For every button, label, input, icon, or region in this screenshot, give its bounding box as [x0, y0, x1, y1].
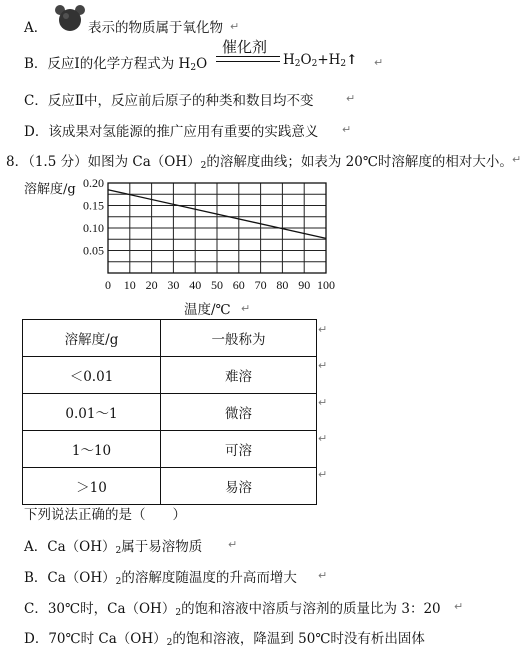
- catalyst-label: 催化剂: [222, 38, 268, 56]
- x-tick-label: 50: [211, 278, 223, 292]
- table-cell: 0.01～1: [23, 394, 161, 431]
- x-tick-label: 60: [232, 278, 245, 292]
- solubility-table: [22, 319, 317, 505]
- x-tick-label: 100: [317, 278, 335, 292]
- solubility-chart: [18, 174, 358, 314]
- x-tick-label: 10: [123, 278, 136, 292]
- return-mark: ↵: [318, 359, 328, 372]
- x-tick-label: 30: [167, 278, 180, 292]
- x-tick-label: 0: [105, 278, 111, 292]
- return-mark: ↵: [318, 468, 328, 481]
- x-tick-label: 70: [254, 278, 267, 292]
- option-b: B．反应Ⅰ的化学方程式为 $H_2O$: [24, 56, 208, 73]
- choice-c: C．30℃时，$Ca(OH)_2$的饱和溶液中溶质与溶剂的质量比为 3：20: [24, 601, 441, 618]
- option-a-text: 表示的物质属于氧化物: [88, 20, 223, 36]
- table-cell: ＞10: [23, 468, 161, 505]
- option-b-products: $H_2O_2+H_2↑$: [283, 52, 358, 69]
- table-cell: 1～10: [23, 431, 161, 468]
- return-mark: ↵: [241, 302, 251, 315]
- table-header-cell: 溶解度/g: [23, 320, 161, 357]
- return-mark: ↵: [342, 123, 352, 136]
- choice-d: D．70℃时 $Ca(OH)_2$的饱和溶液，降温到 50℃时没有析出固体: [24, 631, 425, 648]
- x-tick-label: 20: [145, 278, 158, 292]
- return-mark: ↵: [374, 56, 384, 69]
- table-row: [23, 431, 317, 468]
- return-mark: ↵: [230, 20, 240, 33]
- table-cell: ＜0.01: [23, 357, 161, 394]
- x-tick-label: 90: [298, 278, 311, 292]
- return-mark: ↵: [228, 538, 238, 551]
- option-a: A．: [24, 20, 48, 36]
- table-row: [23, 357, 317, 394]
- x-axis-label: 温度/℃: [184, 302, 231, 318]
- table-header-row: [23, 320, 317, 357]
- choice-b: B．$Ca(OH)_2$的溶解度随温度的升高而增大: [24, 570, 297, 587]
- oxide-molecule-icon: [52, 0, 88, 36]
- return-mark: ↵: [454, 600, 464, 613]
- return-mark: ↵: [512, 153, 522, 166]
- question-8: 8．（1.5 分）如图为 $Ca(OH)_2$的溶解度曲线；如表为 20℃时溶解度的相对大小。: [6, 154, 513, 171]
- y-axis-label: 溶解度/g: [24, 182, 76, 197]
- option-d: D．该成果对氢能源的推广应用有重要的实践意义: [24, 124, 319, 140]
- y-tick-label: 0.10: [83, 221, 104, 235]
- return-mark: ↵: [318, 323, 328, 336]
- x-tick-label: 80: [276, 278, 289, 292]
- x-tick-label: 40: [189, 278, 202, 292]
- table-row: [23, 468, 317, 505]
- option-c: C．反应Ⅱ中，反应前后原子的种类和数目均不变: [24, 93, 314, 109]
- equation-double-line: [216, 56, 280, 62]
- table-row: [23, 394, 317, 431]
- choice-a: A．$Ca(OH)_2$属于易溶物质: [24, 539, 203, 556]
- table-cell: 易溶: [161, 468, 317, 505]
- return-mark: ↵: [346, 92, 356, 105]
- return-mark: ↵: [318, 569, 328, 582]
- return-mark: ↵: [318, 396, 328, 409]
- question-prompt: 下列说法正确的是（ ）: [24, 507, 186, 523]
- return-mark: ↵: [318, 432, 328, 445]
- y-tick-label: 0.15: [83, 198, 104, 213]
- table-header-cell: 一般称为: [161, 320, 317, 357]
- table-cell: 可溶: [161, 431, 317, 468]
- y-tick-label: 0.20: [83, 176, 104, 190]
- table-cell: 微溶: [161, 394, 317, 431]
- y-tick-label: 0.05: [83, 243, 104, 258]
- table-cell: 难溶: [161, 357, 317, 394]
